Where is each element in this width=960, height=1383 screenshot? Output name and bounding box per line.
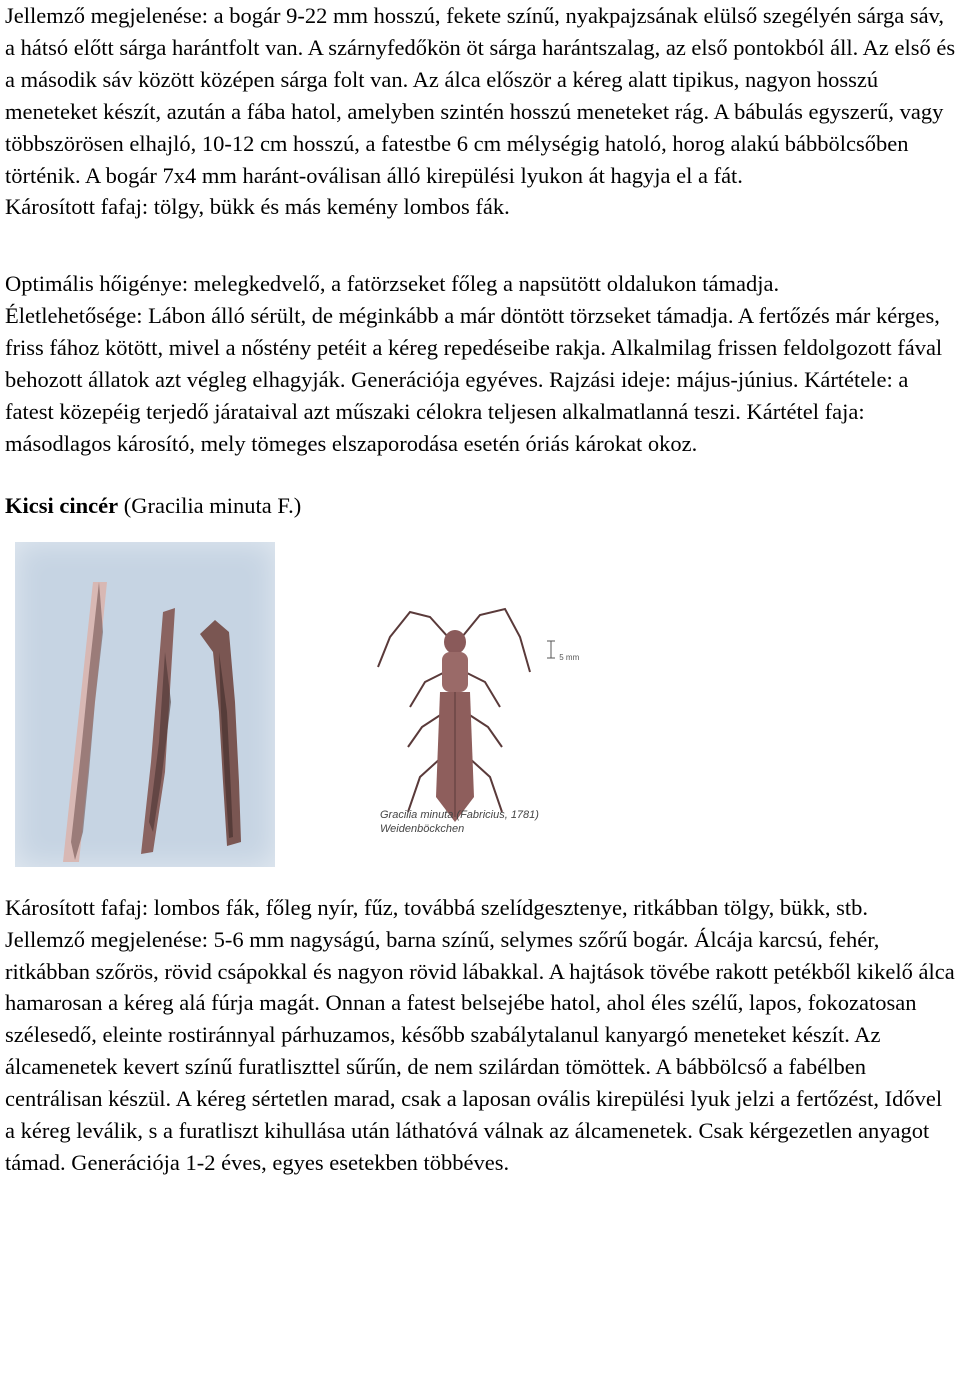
species-heading (5, 490, 957, 522)
caption-line-2: Weidenböckchen (380, 822, 465, 835)
life-paragraph: Életlehetősége: Lábon álló sérült, de méginkább a már döntött törzseket támadja. A fertőzés már kérges, friss fához kötött, mivel a nőstény petéit a kéreg repedéseibe rakja. Alkalmilag frissen feldolgozott fával behozott állatok azt végleg elhagyják. Generációja egyéves. Rajzási ideje: május-június. Kártétele: a fatest közepéig terjedő járataival azt műszaki célokra teljesen alkalmatlanná teszi. Kártétel faja: másodlagos károsító, mely tömeges elszaporodása esetén óriás károkat okoz. (5, 303, 943, 456)
appearance-paragraph: Jellemző megjelenése: 5-6 mm nagyságú, barna színű, selymes szőrű bogár. Álcája karcsú, fehér, ritkábban szőrös, rövid csápokkal és nagyon rövid lábakkal. A hajtások tövébe rakott petékből kikelő álca hamarosan a kéreg alá fúrja magát. Onnan a fatest belsejébe hatol, ahol éles szélű, lapos, fokozatosan szélesedő, eleinte rostiránnyal párhuzamos, később szabálytalanul kanyargó meneteket készít. Az álcamenetek kevert színű furatliszttel sűrűn, de nem szilárdan tömöttek. A bábbölcső a fabélben centrálisan készül. A kéreg sértetlen marad, csak a laposan ovális kirepülési lyuk jelzi a fertőzést, Idővel a kéreg leválik, s a furatliszt kihullása után láthatóvá válnak az álcamenetek. Csak kérgezetlen anyagot támad. Generációja 1-2 éves, egyes esetekben többéves. (5, 926, 955, 1175)
optimum-paragraph: Optimális hőigénye: melegkedvelő, a fatörzseket főleg a napsütött oldalukon támadja. (5, 271, 780, 297)
scale-label: 5 mm (559, 652, 580, 662)
species-latin: (Gracilia minuta F.) (118, 492, 302, 518)
figure (5, 522, 957, 892)
twig-damage-photo (15, 542, 275, 867)
intro-paragraph: Jellemző megjelenése: a bogár 9-22 mm hosszú, fekete színű, nyakpajzsának elülső szegélyén sárga sáv, a hátsó előtt sárga harántfolt van. A szárnyfedőkön öt sárga harántszalag, az első pontokból áll. Az első és a második sáv között középen sárga folt van. Az álca először a kéreg alatt tipikus, nagyon hosszú meneteket készít, azután a fába hatol, amelyben szintén hosszú meneteket rág. A bábulás egyszerű, vagy többszörösen elhajló, 10-12 cm hosszú, a fatestbe 6 cm mélységig hatoló, horog alakú bábbölcsőben történik. A bogár 7x4 mm haránt-oválisan álló kirepülési lyukon át hagyja el a fát. (5, 3, 956, 188)
host-trees-2-paragraph: Károsított fafaj: lombos fák, főleg nyír, fűz, továbbá szelídgesztenye, ritkábban tölgy, bükk, stb. (5, 894, 869, 920)
caption-line-1: Gracilia minuta (Fabricius, 1781) (380, 808, 539, 821)
species-name: Kicsi cincér (5, 492, 119, 518)
scale-bar (545, 640, 579, 674)
document-page (5, 0, 957, 1179)
host-trees-paragraph: Károsított fafaj: tölgy, bükk és más kemény lombos fák. (5, 194, 510, 220)
figure-caption (380, 808, 539, 836)
